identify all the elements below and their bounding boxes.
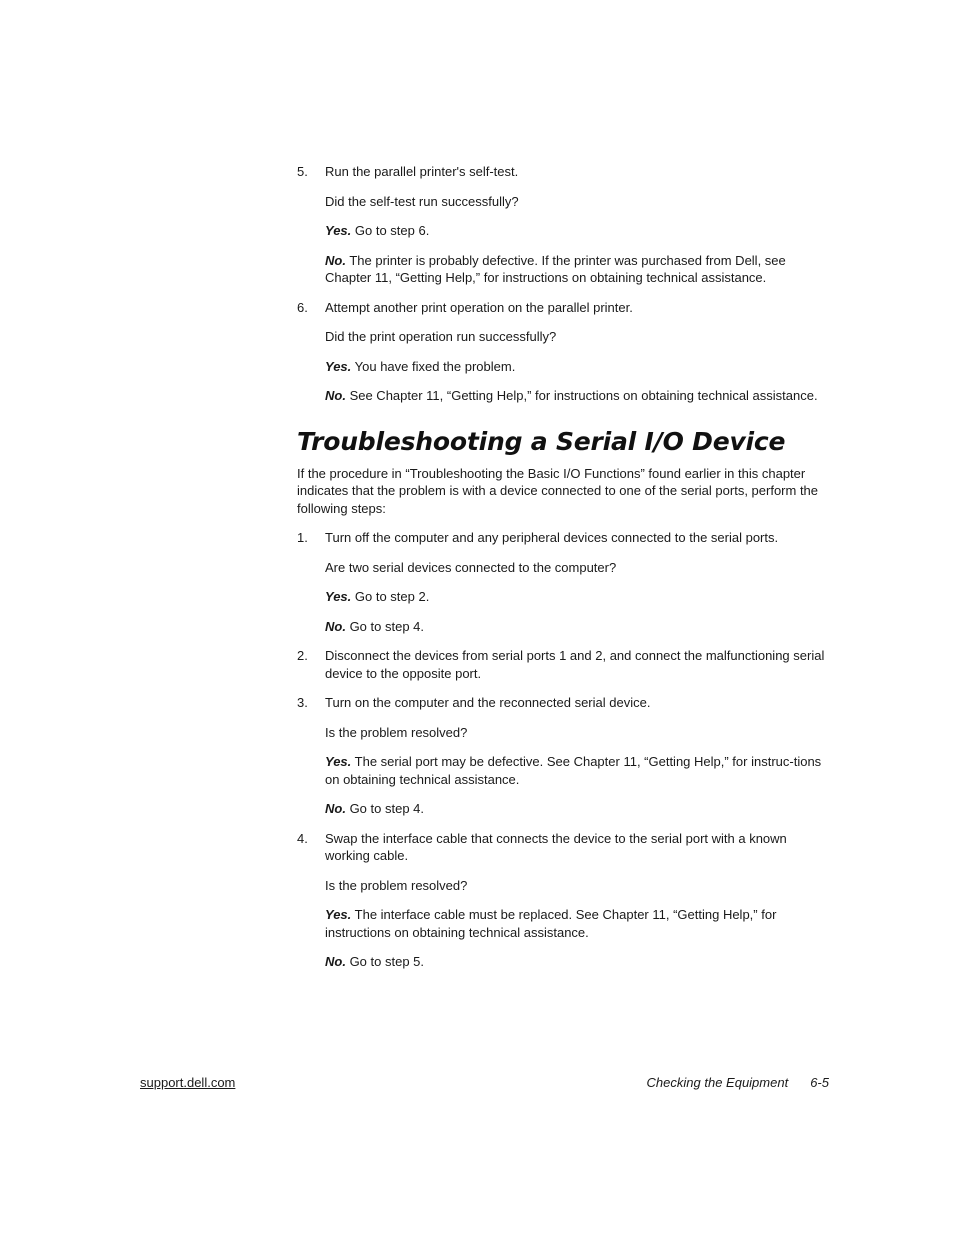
step-number: 1. bbox=[297, 530, 308, 545]
yes-text: You have fixed the problem. bbox=[351, 358, 516, 374]
step-number: 4. bbox=[297, 830, 308, 846]
yes-label: Yes. bbox=[325, 358, 352, 374]
step-4 bbox=[297, 830, 833, 865]
no-text: Go to step 5. bbox=[345, 954, 424, 969]
step-question: Is the problem resolved? bbox=[325, 877, 468, 893]
no-text: The printer is probably defective. If the printer was purchased from Dell, see Chapter 11, “Getting Help,” for instructions on obtaining technical assistance. bbox=[325, 252, 786, 285]
no-answer bbox=[297, 953, 833, 971]
yes-text: The serial port may be defective. See Chapter 11, “Getting Help,” for instruc-tions on obtaining technical assistance. bbox=[325, 754, 822, 787]
no-answer bbox=[297, 252, 833, 287]
step-3 bbox=[297, 694, 833, 712]
step-question: Did the self-test run successfully? bbox=[325, 193, 519, 209]
yes-label: Yes. bbox=[325, 754, 352, 769]
yes-text: The interface cable must be replaced. See Chapter 11, “Getting Help,” for instructions on obtaining technical assistance. bbox=[325, 907, 777, 940]
step-text: Disconnect the devices from serial ports 1 and 2, and connect the malfunctioning serial device to the opposite port. bbox=[325, 648, 825, 681]
footer-chapter-title: Checking the Equipment bbox=[646, 1075, 789, 1090]
step-number: 5. bbox=[297, 164, 308, 179]
step-number: 3. bbox=[297, 695, 308, 710]
step-5 bbox=[297, 163, 833, 181]
yes-label: Yes. bbox=[325, 907, 352, 922]
step-6 bbox=[297, 299, 833, 317]
intro-paragraph: If the procedure in “Troubleshooting the Basic I/O Functions” found earlier in this chapter indicates that the problem is with a device connected to one of the serial ports, perform the following steps: bbox=[297, 465, 819, 516]
step-number: 6. bbox=[297, 299, 308, 315]
step-text: Attempt another print operation on the parallel printer. bbox=[325, 299, 633, 315]
footer-chapter-info bbox=[647, 1075, 829, 1091]
step-text: Turn on the computer and the reconnected serial device. bbox=[325, 695, 651, 710]
no-answer bbox=[297, 800, 833, 818]
no-label: No. bbox=[325, 388, 346, 403]
step-1 bbox=[297, 529, 833, 547]
no-label: No. bbox=[325, 618, 346, 634]
yes-label: Yes. bbox=[325, 223, 352, 238]
step-2 bbox=[297, 647, 833, 682]
yes-text: Go to step 6. bbox=[351, 223, 430, 238]
no-text: Go to step 4. bbox=[345, 801, 424, 816]
no-answer bbox=[297, 618, 833, 636]
no-text: See Chapter 11, “Getting Help,” for instructions on obtaining technical assistance. bbox=[345, 388, 818, 403]
no-answer bbox=[297, 387, 833, 405]
step-question: Is the problem resolved? bbox=[325, 724, 468, 740]
yes-answer bbox=[297, 222, 833, 240]
support-link[interactable]: support.dell.com bbox=[140, 1075, 236, 1090]
main-column bbox=[297, 163, 833, 983]
page-number: 6-5 bbox=[810, 1075, 829, 1090]
no-label: No. bbox=[325, 954, 346, 969]
no-text: Go to step 4. bbox=[345, 618, 424, 634]
yes-answer bbox=[297, 753, 833, 788]
section-heading: Troubleshooting a Serial I/O Device bbox=[297, 426, 786, 456]
yes-label: Yes. bbox=[325, 589, 352, 604]
no-label: No. bbox=[325, 252, 346, 268]
yes-text: Go to step 2. bbox=[351, 589, 430, 604]
step-text: Swap the interface cable that connects the device to the serial port with a known working cable. bbox=[325, 830, 787, 863]
step-question: Did the print operation run successfully? bbox=[325, 329, 557, 344]
yes-answer bbox=[297, 588, 833, 606]
step-question: Are two serial devices connected to the computer? bbox=[325, 559, 617, 575]
step-number: 2. bbox=[297, 648, 308, 663]
yes-answer bbox=[297, 358, 833, 376]
yes-answer bbox=[297, 906, 833, 941]
no-label: No. bbox=[325, 801, 346, 816]
step-text: Turn off the computer and any peripheral devices connected to the serial ports. bbox=[325, 530, 779, 545]
step-text: Run the parallel printer's self-test. bbox=[325, 164, 519, 179]
